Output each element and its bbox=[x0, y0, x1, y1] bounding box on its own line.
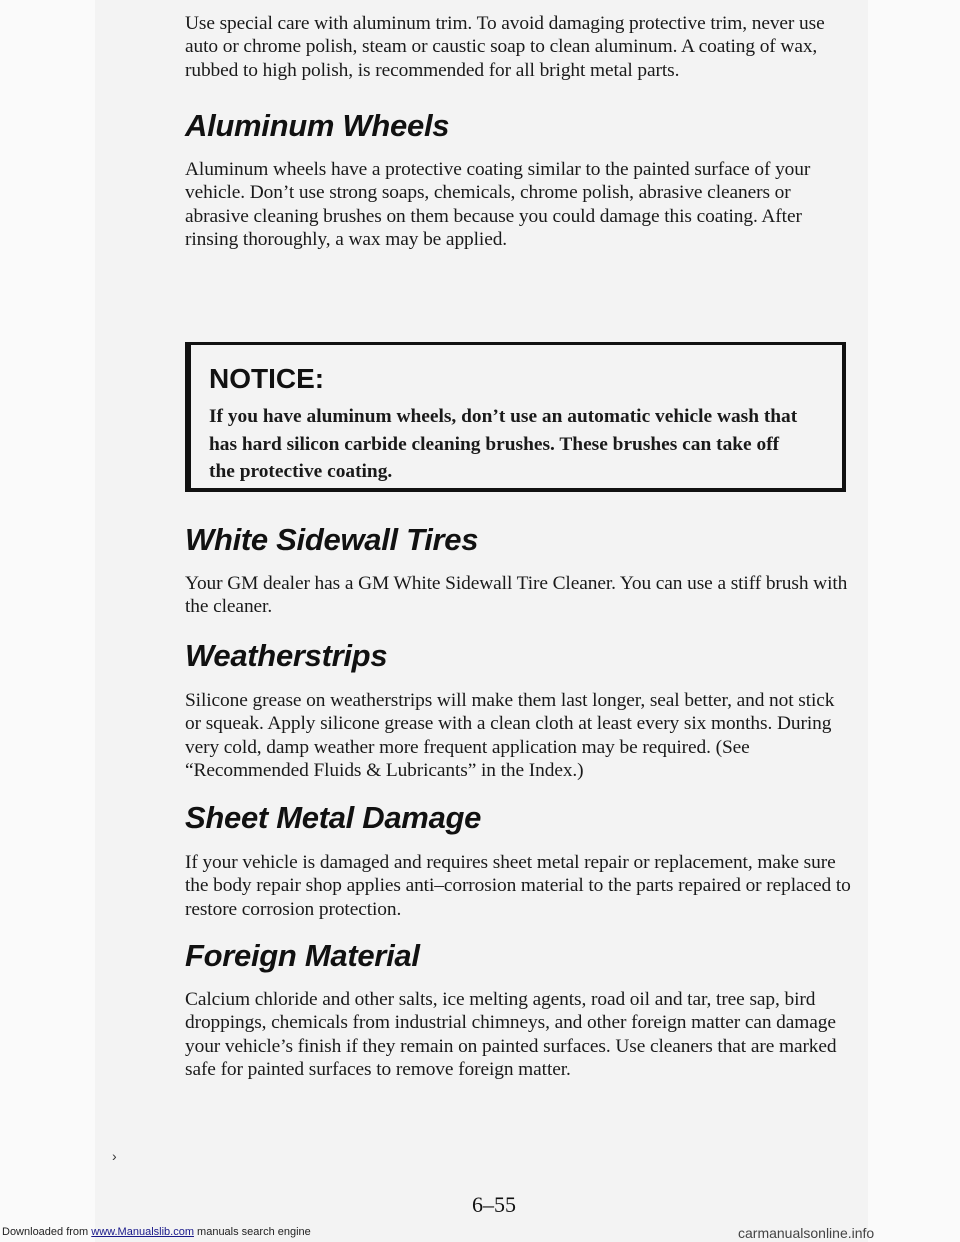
margin-mark: › bbox=[112, 1148, 117, 1164]
heading-white-sidewall-tires: White Sidewall Tires bbox=[185, 522, 479, 557]
right-margin-band bbox=[868, 0, 960, 1242]
footer-prefix: Downloaded from bbox=[2, 1226, 92, 1238]
left-margin-band bbox=[0, 0, 95, 1242]
paragraph-sheet-metal-damage: If your vehicle is damaged and requires sheet metal repair or replacement, make sure the body repair shop applies anti–corrosion material to the parts repaired or replaced to restore corrosion protection. bbox=[185, 852, 851, 920]
intro-paragraph: Use special care with aluminum trim. To avoid damaging protective trim, never use auto or chrome polish, steam or caustic soap to clean aluminum. A coating of wax, rubbed to high polish, is recommended for all bright metal parts. bbox=[185, 13, 825, 81]
footer-watermark: carmanualsonline.info bbox=[738, 1225, 875, 1241]
footer-manualslib-link[interactable]: www.Manualslib.com bbox=[91, 1226, 194, 1238]
paragraph-aluminum-wheels: Aluminum wheels have a protective coating similar to the painted surface of your vehicle. Don’t use strong soaps, chemicals, chrome polish, abrasive cleaners or abrasive cleaning brushes on them because you could damage this coating. After rinsing thoroughly, a wax may be applied. bbox=[185, 159, 811, 251]
footer-suffix: manuals search engine bbox=[193, 1226, 311, 1238]
heading-sheet-metal-damage: Sheet Metal Damage bbox=[185, 800, 482, 835]
heading-foreign-material: Foreign Material bbox=[185, 938, 420, 973]
paragraph-weatherstrips: Silicone grease on weatherstrips will make them last longer, seal better, and not stick or squeak. Apply silicone grease with a clean cloth at least every six months. During very cold, damp weather more frequent application may be required. (See “Recommended Fluids & Lubricants” in the Index.) bbox=[185, 690, 835, 782]
paragraph-foreign-material: Calcium chloride and other salts, ice melting agents, road oil and tar, tree sap, bird droppings, chemicals from industrial chimneys, and other foreign matter can damage your vehicle’s finish if they remain on painted surfaces. Use cleaners that are marked safe for painted surfaces to remove foreign matter. bbox=[185, 989, 837, 1081]
notice-box bbox=[185, 342, 846, 492]
paragraph-white-sidewall-tires: Your GM dealer has a GM White Sidewall Tire Cleaner. You can use a stiff brush with the cleaner. bbox=[185, 573, 848, 618]
footer-download-note bbox=[2, 1226, 311, 1239]
heading-aluminum-wheels: Aluminum Wheels bbox=[185, 108, 450, 143]
page-number: 6–55 bbox=[472, 1192, 516, 1217]
notice-text: If you have aluminum wheels, don’t use an automatic vehicle wash that has hard silicon carbide cleaning brushes. These brushes can take off the protective coating. bbox=[209, 406, 798, 482]
notice-title: NOTICE: bbox=[209, 363, 325, 394]
heading-weatherstrips: Weatherstrips bbox=[185, 638, 388, 673]
